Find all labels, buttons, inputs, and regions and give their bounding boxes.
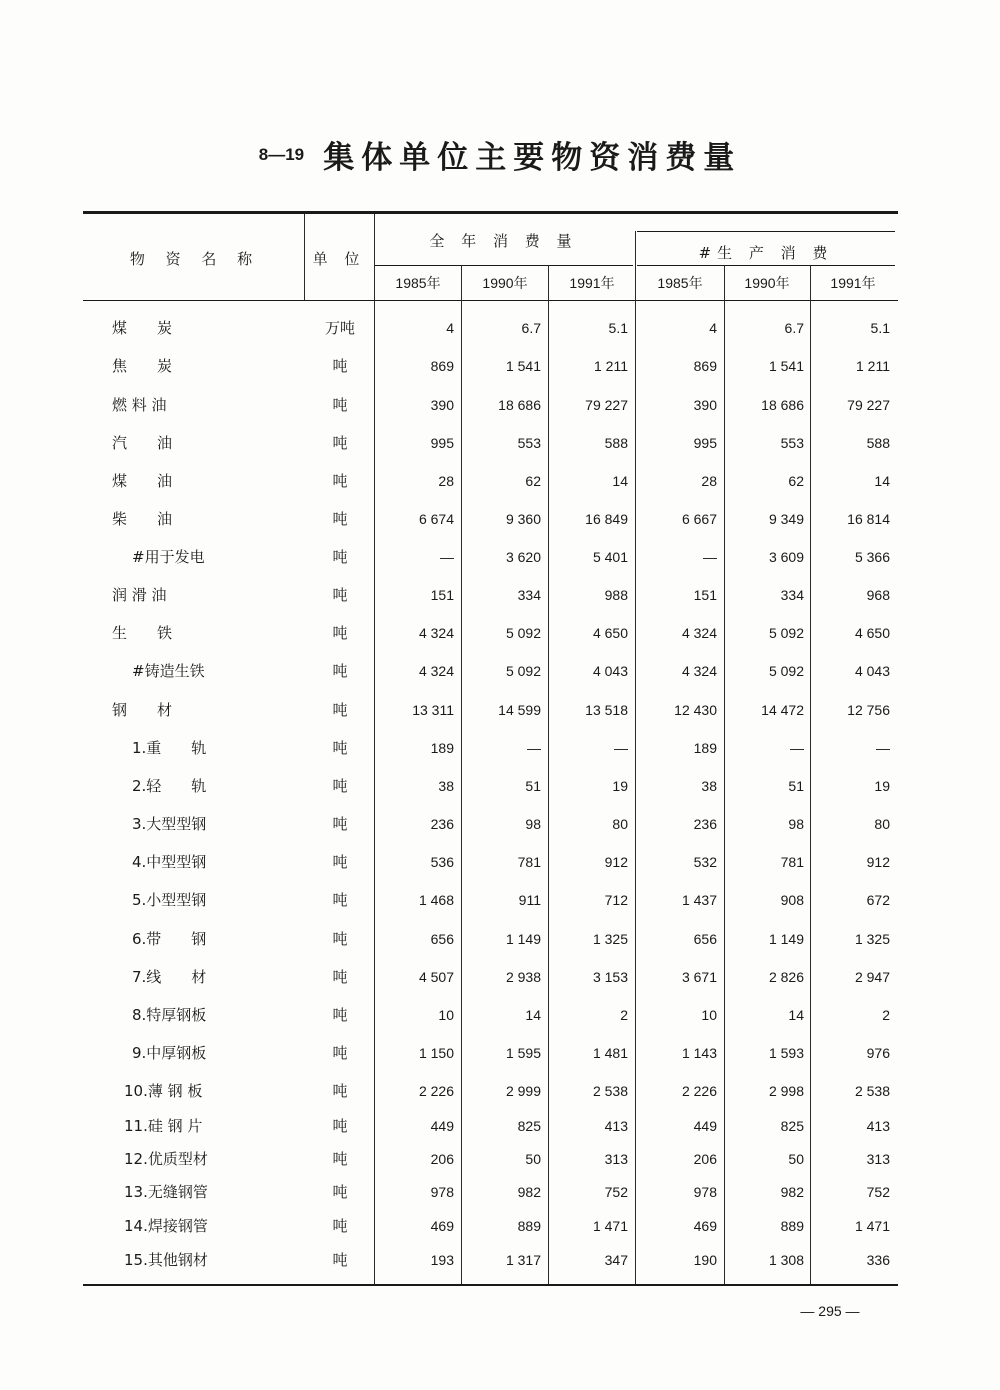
row-name: 5.小型型钢 [132,891,207,909]
col-divider-name-unit [304,214,305,300]
table-row [0,774,1000,798]
row-value: 1 437 [681,892,717,908]
row-name: 1.重 轨 [132,739,207,757]
row-unit: 吨 [332,1183,348,1201]
row-value: 18 686 [761,397,804,413]
table-row [0,507,1000,531]
header-annual-consumption: 全 年 消 费 量 [429,232,578,250]
row-value: 336 [866,1252,890,1268]
row-value: 4 650 [854,625,890,641]
row-value: 13 518 [585,702,628,718]
row-unit: 吨 [332,815,348,833]
row-unit: 吨 [332,1117,348,1135]
row-value: 390 [430,397,454,413]
row-value: 38 [701,778,717,794]
row-value: 712 [604,892,628,908]
row-unit: 吨 [332,891,348,909]
row-name: 12.优质型材 [124,1150,208,1168]
row-value: 5 092 [505,663,541,679]
row-unit: 吨 [332,472,348,490]
row-name: 焦 炭 [112,357,173,375]
row-value: 6.7 [784,320,804,336]
row-name: #铸造生铁 [132,662,205,680]
row-value: 9 349 [768,511,804,527]
row-value: 80 [612,816,628,832]
row-unit: 吨 [332,1006,348,1024]
row-value: 334 [780,587,804,603]
row-value: 1 150 [418,1045,454,1061]
row-value: 16 849 [585,511,628,527]
row-value: 6 674 [418,511,454,527]
table-row [0,698,1000,722]
group-rule-right [637,265,895,266]
row-name: 10.薄 钢 板 [124,1082,203,1100]
row-value: 532 [693,854,717,870]
table-row [0,1147,1000,1171]
row-value: 908 [780,892,804,908]
row-unit: 吨 [332,434,348,452]
row-name: 9.中厚钢板 [132,1044,207,1062]
row-value: 10 [701,1007,717,1023]
row-value: 313 [866,1151,890,1167]
row-value: 1 541 [505,358,541,374]
row-value: 3 620 [505,549,541,565]
row-value: — [790,740,804,756]
row-value: 1 325 [854,931,890,947]
row-value: 4 324 [681,625,717,641]
row-value: 825 [517,1118,541,1134]
row-value: 190 [693,1252,717,1268]
table-title [0,132,1000,177]
row-value: 1 468 [418,892,454,908]
row-unit: 吨 [332,662,348,680]
row-value: 2 938 [505,969,541,985]
table-row [0,431,1000,455]
table-row [0,736,1000,760]
row-value: 14 472 [761,702,804,718]
row-value: 1 481 [592,1045,628,1061]
row-unit: 吨 [332,1251,348,1269]
row-name: 煤 炭 [112,319,173,337]
row-value: 151 [693,587,717,603]
row-value: 2 538 [854,1083,890,1099]
row-value: 656 [693,931,717,947]
row-name: 11.硅 钢 片 [124,1117,203,1135]
header-year: 1991年 [830,275,876,291]
row-value: 2 226 [681,1083,717,1099]
row-value: 1 471 [592,1218,628,1234]
row-value: 14 [874,473,890,489]
row-value: 988 [604,587,628,603]
row-unit: 吨 [332,777,348,795]
row-unit: 吨 [332,396,348,414]
row-value: 413 [866,1118,890,1134]
row-value: 62 [525,473,541,489]
row-value: 2 826 [768,969,804,985]
table-row [0,812,1000,836]
row-value: 469 [693,1218,717,1234]
row-value: 1 211 [856,358,890,374]
row-value: 12 756 [847,702,890,718]
header-production-consumption: #生 产 消 费 [698,244,834,262]
row-value: 912 [866,854,890,870]
table-row [0,1114,1000,1138]
row-value: 781 [780,854,804,870]
row-value: 1 308 [768,1252,804,1268]
row-value: 2 226 [418,1083,454,1099]
row-value: 51 [525,778,541,794]
row-name: 汽 油 [112,434,173,452]
row-name: 3.大型型钢 [132,815,207,833]
row-name: 15.其他钢材 [124,1251,208,1269]
row-value: 889 [517,1218,541,1234]
row-value: 16 814 [847,511,890,527]
row-value: 19 [612,778,628,794]
row-unit: 吨 [332,853,348,871]
table-row [0,850,1000,874]
table-row [0,1041,1000,1065]
group-rule-right-top [637,231,895,232]
row-value: 14 [525,1007,541,1023]
table-row [0,1003,1000,1027]
table-row [0,1180,1000,1204]
row-value: 5.1 [608,320,628,336]
table-row [0,354,1000,378]
row-value: 978 [693,1184,717,1200]
row-value: 151 [430,587,454,603]
row-value: 2 998 [768,1083,804,1099]
row-value: 1 325 [592,931,628,947]
row-value: 9 360 [505,511,541,527]
row-value: 1 541 [768,358,804,374]
row-name: 钢 材 [112,701,173,719]
row-value: 206 [430,1151,454,1167]
row-value: 50 [525,1151,541,1167]
bottom-rule [83,1284,898,1286]
row-value: 2 947 [854,969,890,985]
row-value: 4 [446,320,454,336]
row-value: 28 [701,473,717,489]
row-value: 236 [430,816,454,832]
row-name: 生 铁 [112,624,173,642]
row-value: 5 401 [592,549,628,565]
row-value: 313 [604,1151,628,1167]
row-value: 13 311 [412,702,454,718]
table-row [0,583,1000,607]
row-name: 润 滑 油 [112,586,167,604]
row-value: 79 227 [847,397,890,413]
header-year: 1991年 [569,275,615,291]
table-row [0,621,1000,645]
row-value: 982 [517,1184,541,1200]
row-value: 889 [780,1218,804,1234]
row-value: 50 [788,1151,804,1167]
row-value: 449 [693,1118,717,1134]
header-year: 1990年 [482,275,528,291]
row-value: 80 [874,816,890,832]
header-bottom-rule [83,300,898,301]
row-value: 19 [874,778,890,794]
table-row [0,469,1000,493]
row-unit: 吨 [332,701,348,719]
row-value: 1 471 [854,1218,890,1234]
row-value: 14 599 [498,702,541,718]
header-year: 1985年 [395,275,441,291]
row-unit: 吨 [332,739,348,757]
table-row [0,659,1000,683]
row-value: 982 [780,1184,804,1200]
row-value: 6 667 [681,511,717,527]
row-value: 10 [438,1007,454,1023]
row-unit: 吨 [332,1150,348,1168]
row-value: 1 317 [505,1252,541,1268]
row-value: 869 [430,358,454,374]
table-row [0,316,1000,340]
row-value: 536 [430,854,454,870]
top-rule [83,211,898,214]
row-value: 3 153 [592,969,628,985]
row-value: 1 211 [594,358,628,374]
row-value: 4 324 [681,663,717,679]
row-value: 4 324 [418,625,454,641]
row-value: 334 [517,587,541,603]
group-rule-left [374,265,633,266]
row-unit: 吨 [332,930,348,948]
table-row [0,1079,1000,1103]
row-value: 1 143 [681,1045,717,1061]
row-value: 978 [430,1184,454,1200]
row-value: 449 [430,1118,454,1134]
row-value: 4 [709,320,717,336]
row-value: — [614,740,628,756]
row-value: 2 538 [592,1083,628,1099]
row-unit: 吨 [332,1217,348,1235]
row-value: 553 [780,435,804,451]
row-value: 781 [517,854,541,870]
row-value: 38 [438,778,454,794]
table-number: 8—19 [258,144,305,164]
row-value: 3 609 [768,549,804,565]
row-value: 206 [693,1151,717,1167]
row-name: 4.中型型钢 [132,853,207,871]
page-number: — 295 — [800,1303,860,1319]
row-value: 98 [525,816,541,832]
row-value: 976 [866,1045,890,1061]
row-unit: 吨 [332,1044,348,1062]
row-unit: 吨 [332,357,348,375]
row-value: 553 [517,435,541,451]
row-value: 588 [866,435,890,451]
row-value: 4 324 [418,663,454,679]
row-value: 390 [693,397,717,413]
row-value: 2 [620,1007,628,1023]
row-unit: 吨 [332,1082,348,1100]
row-value: 18 686 [498,397,541,413]
row-value: 347 [604,1252,628,1268]
row-value: — [440,549,454,565]
row-unit: 吨 [332,968,348,986]
row-name: 14.焊接钢管 [124,1217,208,1235]
row-value: 62 [788,473,804,489]
row-name: 6.带 钢 [132,930,207,948]
row-value: 911 [518,892,541,908]
row-value: 2 999 [505,1083,541,1099]
row-value: 995 [693,435,717,451]
table-row [0,1248,1000,1272]
row-name: 7.线 材 [132,968,207,986]
row-value: 189 [430,740,454,756]
row-value: 4 650 [592,625,628,641]
row-value: 5 092 [505,625,541,641]
row-name: 煤 油 [112,472,173,490]
row-value: 752 [604,1184,628,1200]
row-name: #用于发电 [132,548,205,566]
row-name: 柴 油 [112,510,173,528]
row-value: 5 092 [768,625,804,641]
row-value: 14 [612,473,628,489]
table-row [0,545,1000,569]
table-row [0,888,1000,912]
header-unit: 单 位 [312,250,366,268]
table-title-text: 集体单位主要物资消费量 [323,140,742,176]
row-value: — [527,740,541,756]
row-value: 1 149 [768,931,804,947]
row-unit: 万吨 [324,319,355,337]
row-value: 193 [430,1252,454,1268]
table-row [0,965,1000,989]
row-value: — [876,740,890,756]
row-value: 189 [693,740,717,756]
row-value: 3 671 [681,969,717,985]
row-name: 13.无缝钢管 [124,1183,208,1201]
row-value: 14 [788,1007,804,1023]
row-value: 236 [693,816,717,832]
row-value: 28 [438,473,454,489]
row-value: 5.1 [870,320,890,336]
row-value: 5 092 [768,663,804,679]
table-row [0,393,1000,417]
row-value: 825 [780,1118,804,1134]
header-year: 1990年 [744,275,790,291]
row-value: 4 043 [854,663,890,679]
row-value: 1 593 [768,1045,804,1061]
table-row [0,1214,1000,1238]
row-unit: 吨 [332,586,348,604]
header-year: 1985年 [657,275,703,291]
row-value: 1 149 [505,931,541,947]
row-name: 8.特厚钢板 [132,1006,207,1024]
row-value: 588 [604,435,628,451]
row-unit: 吨 [332,624,348,642]
row-value: 656 [430,931,454,947]
row-value: 2 [882,1007,890,1023]
row-value: 51 [788,778,804,794]
row-value: 752 [866,1184,890,1200]
row-value: 79 227 [585,397,628,413]
header-name: 物 资 名 称 [129,250,261,268]
row-name: 燃 料 油 [112,396,167,414]
row-name: 2.轻 轨 [132,777,207,795]
row-value: 12 430 [674,702,717,718]
row-value: 413 [604,1118,628,1134]
row-value: — [703,549,717,565]
row-value: 912 [604,854,628,870]
row-value: 5 366 [854,549,890,565]
row-value: 672 [866,892,890,908]
row-value: 869 [693,358,717,374]
row-value: 4 507 [418,969,454,985]
row-value: 4 043 [592,663,628,679]
row-value: 98 [788,816,804,832]
row-unit: 吨 [332,510,348,528]
row-unit: 吨 [332,548,348,566]
table-row [0,927,1000,951]
row-value: 995 [430,435,454,451]
row-value: 968 [866,587,890,603]
row-value: 6.7 [521,320,541,336]
row-value: 1 595 [505,1045,541,1061]
row-value: 469 [430,1218,454,1234]
